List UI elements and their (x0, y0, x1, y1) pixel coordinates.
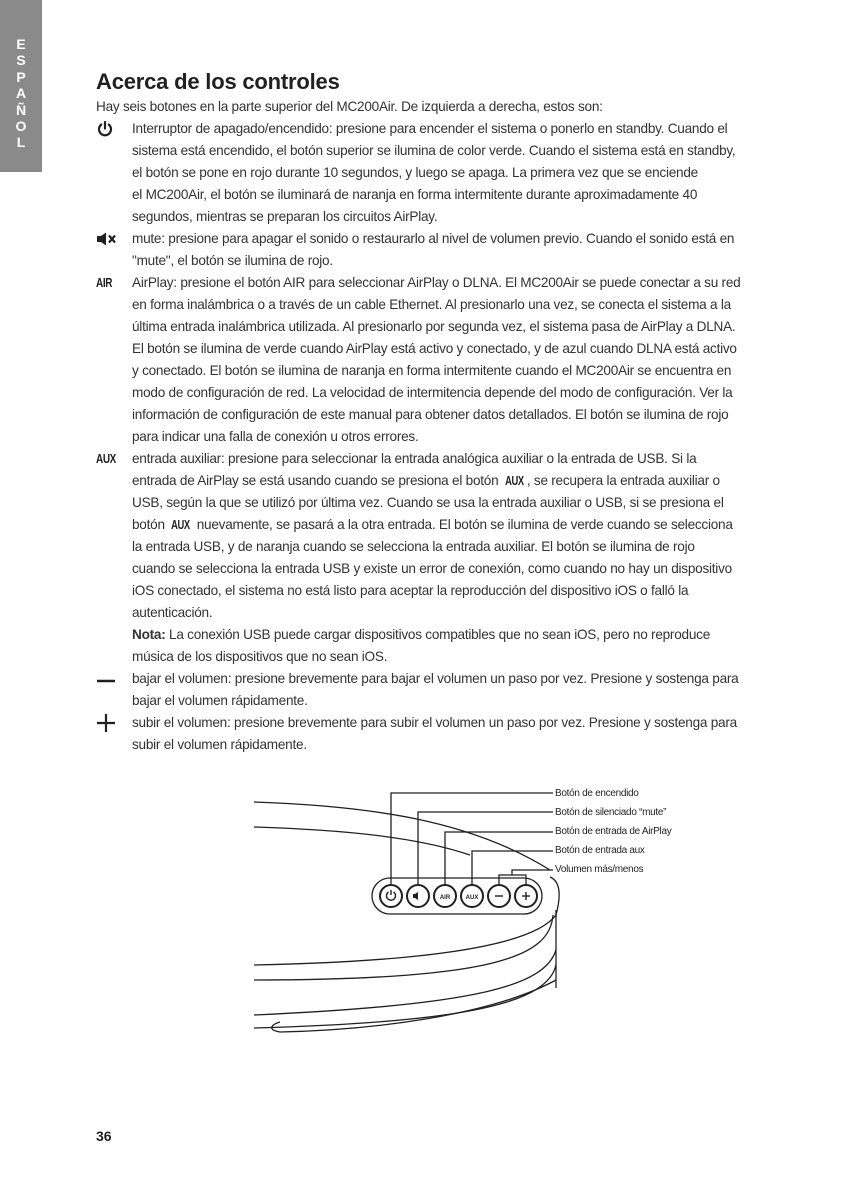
control-description (132, 118, 808, 228)
text-line: información de configuración de este manual para obtener datos detallados. El botón se ilumina de rojo (132, 407, 729, 422)
control-item-power (96, 118, 808, 228)
page-title: Acerca de los controles (96, 69, 340, 94)
language-letter: S (16, 52, 26, 69)
control-description (132, 448, 808, 668)
language-tab (0, 0, 42, 172)
diagram-aux-icon: AUX (465, 895, 479, 901)
text-line: "mute", el botón se ilumina de rojo. (132, 253, 333, 268)
text-segment: entrada de AirPlay se está usando cuando se presiona el botón (132, 473, 502, 488)
text-line: última entrada inalámbrica utilizada. Al presionarlo por segunda vez, el sistema pasa de AirPlay a DLNA. (132, 319, 736, 334)
page-content (96, 68, 808, 756)
language-letter: Ñ (15, 101, 27, 118)
note-label: Nota: (132, 627, 166, 642)
text-line: subir el volumen rápidamente. (132, 737, 307, 752)
speaker-controls-diagram (250, 780, 710, 1070)
plus-icon (96, 712, 132, 734)
text-line: Interruptor de apagado/encendido: presione para encender el sistema o ponerlo en standby. Cuando el (132, 121, 728, 136)
text-line: bajar el volumen: presione brevemente para bajar el volumen un paso por vez. Presione y sostenga para (132, 671, 739, 686)
air-icon (96, 272, 132, 294)
language-tab-letters (0, 36, 42, 151)
text-line (132, 470, 808, 492)
control-description (132, 272, 808, 448)
minus-icon (96, 668, 132, 690)
diagram-air-icon: AIR (439, 895, 451, 901)
speaker-illustration (250, 780, 710, 1070)
control-item-aux (96, 448, 808, 668)
intro-text: Hay seis botones en la parte superior del MC200Air. De izquierda a derecha, estos son: (96, 99, 603, 114)
text-segment: , se recupera la entrada auxiliar o (526, 473, 720, 488)
note-line (132, 624, 808, 646)
language-letter: A (15, 85, 27, 102)
text-line: subir el volumen: presione brevemente para subir el volumen un paso por vez. Presione y sostenga para (132, 715, 737, 730)
power-icon (96, 118, 132, 140)
language-letter: P (16, 68, 26, 85)
label-mute-button: Botón de silenciado “mute” (555, 807, 667, 818)
text-line: el MC200Air, el botón se iluminará de naranja en forma intermitente durante aproximadamente 40 (132, 187, 698, 202)
text-line: y conectado. El botón se ilumina de naranja en forma intermitente cuando el MC200Air se encuentra en (132, 363, 732, 378)
label-aux-button: Botón de entrada aux (555, 845, 645, 856)
control-description (132, 668, 808, 712)
text-segment: botón (132, 517, 169, 532)
control-description (132, 712, 808, 756)
text-line: El botón se ilumina de verde cuando AirPlay está activo y conectado, y de azul cuando DLNA está activo (132, 341, 737, 356)
speaker-rim-upper (254, 877, 559, 965)
language-letter: E (16, 36, 26, 52)
text-line: mute: presione para apagar el sonido o restaurarlo al nivel de volumen previo. Cuando el sonido está en (132, 231, 735, 246)
text-line: entrada auxiliar: presione para seleccionar la entrada analógica auxiliar o la entrada de USB. Si la (132, 451, 697, 466)
label-airplay-button: Botón de entrada de AirPlay (555, 826, 672, 837)
control-item-mute (96, 228, 808, 272)
text-line: segundos, mientras se preparan los circuitos AirPlay. (132, 209, 438, 224)
text-line: USB, según la que se utilizó por última vez. Cuando se usa la entrada auxiliar o USB, si se presiona el (132, 495, 724, 510)
text-line: modo de configuración de red. La velocidad de intermitencia depende del modo de configuración. Ver la (132, 385, 733, 400)
language-letter: O (15, 118, 27, 135)
air-icon-label: AIR (96, 276, 113, 290)
text-line: AirPlay: presione el botón AIR para seleccionar AirPlay o DLNA. El MC200Air se puede conectar a su red (132, 275, 741, 290)
language-letter: L (16, 134, 26, 151)
control-item-airplay (96, 272, 808, 448)
text-line (132, 514, 808, 536)
page-number: 36 (96, 1128, 112, 1144)
speaker-inner-edge (254, 827, 470, 855)
text-line: el botón se pone en rojo durante 10 segundos, y luego se apaga. La primera vez que se enciende (132, 165, 698, 180)
diagram-power-button (380, 885, 402, 907)
text-line: autenticación. (132, 605, 213, 620)
label-volume-buttons: Volumen más/menos (555, 864, 644, 875)
text-line: cuando se selecciona la entrada USB y existe un error de conexión, como cuando no hay un dispositivo (132, 561, 732, 576)
control-item-volume-up (96, 712, 808, 756)
control-item-volume-down (96, 668, 808, 712)
note-text: La conexión USB puede cargar dispositivos compatibles que no sean iOS, pero no reproduce (165, 627, 710, 642)
text-line: en forma inalámbrica o a través de un cable Ethernet. Al presionarlo una vez, se conecta el sistema a la (132, 297, 731, 312)
control-description (132, 228, 808, 272)
aux-inline-label: AUX (505, 474, 524, 488)
text-segment: nuevamente, se pasará a la otra entrada. El botón se ilumina de verde cuando se selecciona (193, 517, 733, 532)
text-line: la entrada USB, y de naranja cuando se selecciona la entrada auxiliar. El botón se ilumina de rojo (132, 539, 695, 554)
mute-icon (96, 228, 132, 250)
note-text: música de los dispositivos que no sean iOS. (132, 649, 388, 664)
label-power-button: Botón de encendido (555, 788, 639, 799)
text-line: iOS conectado, el sistema no está listo para aceptar la reproducción del dispositivo iOS o falló la (132, 583, 689, 598)
text-line: bajar el volumen rápidamente. (132, 693, 308, 708)
text-line: para indicar una falla de conexión u otros errores. (132, 429, 419, 444)
aux-icon-label: AUX (96, 452, 116, 466)
aux-inline-label: AUX (171, 518, 191, 532)
text-line: sistema está encendido, el botón superior se ilumina de color verde. Cuando el sistema está en standby, (132, 143, 736, 158)
aux-icon (96, 448, 132, 470)
